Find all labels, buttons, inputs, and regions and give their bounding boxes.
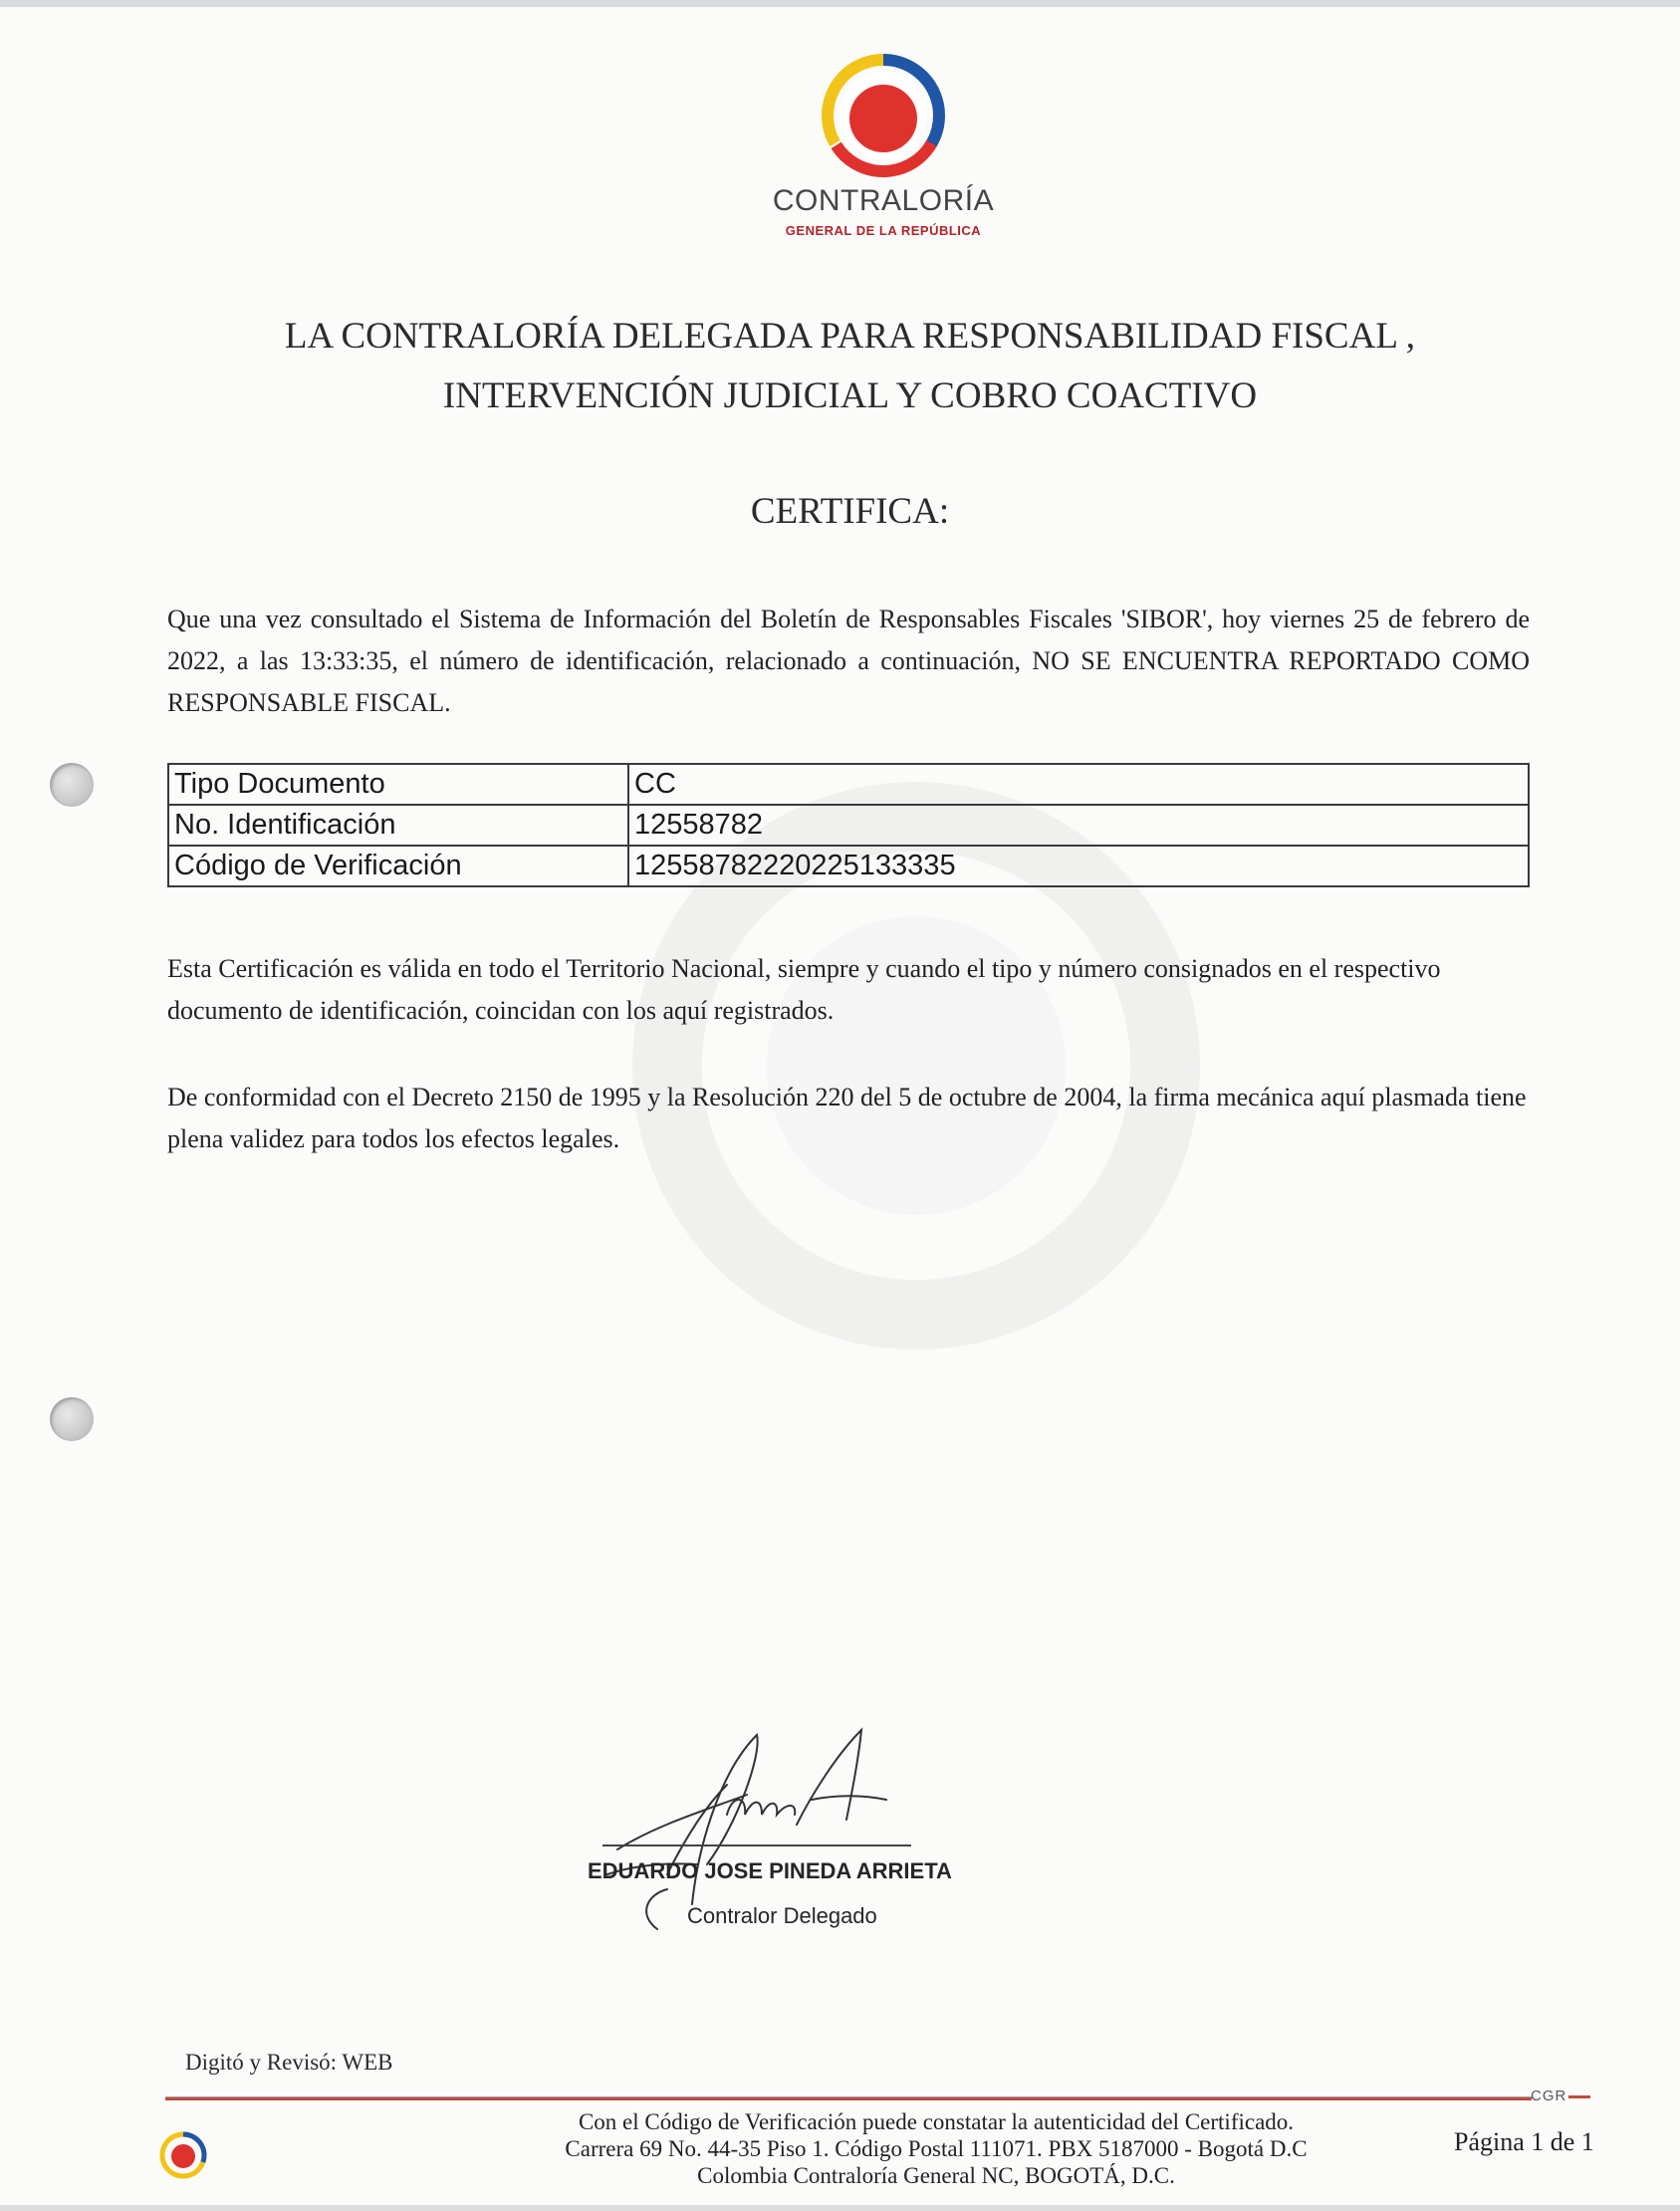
certifica-heading: CERTIFICA: [750, 491, 950, 532]
intro-paragraph: Que una vez consultado el Sistema de Información del Boletín de Responsables Fiscales 'SIBOR', hoy viernes 25 de febrero de 2022, a las 13:33:35, el número de identificación, relacionado a continuación, NO SE ENCUENTRA REPORTADO COMO RESPONSABLE FISCAL. [167, 605, 1530, 717]
footer-logo-icon [159, 2131, 207, 2179]
page-number: Página 1 de 1 [1454, 2127, 1594, 2156]
footer-line: Con el Código de Verificación puede constatar la autenticidad del Certificado. [578, 2109, 1295, 2134]
footer-line: Carrera 69 No. 44-35 Piso 1. Código Postal 111071. PBX 5187000 - Bogotá D.C [565, 2136, 1308, 2161]
table-row [168, 764, 1529, 805]
table-value: 12558782 [628, 805, 1529, 846]
table-label: Tipo Documento [168, 764, 628, 805]
typist-note: Digitó y Revisó: WEB [185, 2050, 393, 2075]
footer-text [438, 2108, 1434, 2189]
punch-hole-bottom [50, 1397, 94, 1441]
signature-line [602, 1844, 911, 1846]
signer-role: Contralor Delegado [687, 1903, 877, 1928]
table-label: Código de Verificación [168, 846, 628, 886]
footer-line: Colombia Contraloría General NC, BOGOTÁ, D.C. [697, 2163, 1175, 2188]
document-title-line2: INTERVENCIÓN JUDICIAL Y COBRO COACTIVO [442, 375, 1258, 416]
table-row [168, 805, 1529, 846]
footer-tag: CGR [1531, 2088, 1590, 2104]
org-subtitle: GENERAL DE LA REPÚBLICA [785, 223, 982, 238]
validity-paragraph: Esta Certificación es válida en todo el Territorio Nacional, siempre y cuando el tipo y número consignados en el respectivo documento de identificación, coincidan con los aquí registrados. [167, 954, 1441, 1025]
table-value: CC [628, 764, 1529, 805]
document-title-line1: LA CONTRALORÍA DELEGADA PARA RESPONSABILIDAD FISCAL , [284, 316, 1416, 357]
org-name: CONTRALORÍA [772, 184, 995, 217]
scan-bottom-edge [0, 2205, 1680, 2211]
legal-paragraph: De conformidad con el Decreto 2150 de 1995 y la Resolución 220 del 5 de octubre de 2004, la firma mecánica aquí plasmada tiene plena validez para todos los efectos legales. [167, 1083, 1527, 1153]
scan-top-edge [0, 0, 1680, 7]
table-label: No. Identificación [168, 805, 628, 846]
identification-table [167, 763, 1530, 887]
table-row [168, 846, 1529, 886]
table-value: 12558782220225133335 [628, 846, 1529, 886]
footer-divider [165, 2096, 1532, 2100]
punch-hole-top [50, 763, 94, 807]
contraloria-logo-icon [820, 52, 947, 179]
signer-name: EDUARDO JOSE PINEDA ARRIETA [588, 1858, 952, 1883]
